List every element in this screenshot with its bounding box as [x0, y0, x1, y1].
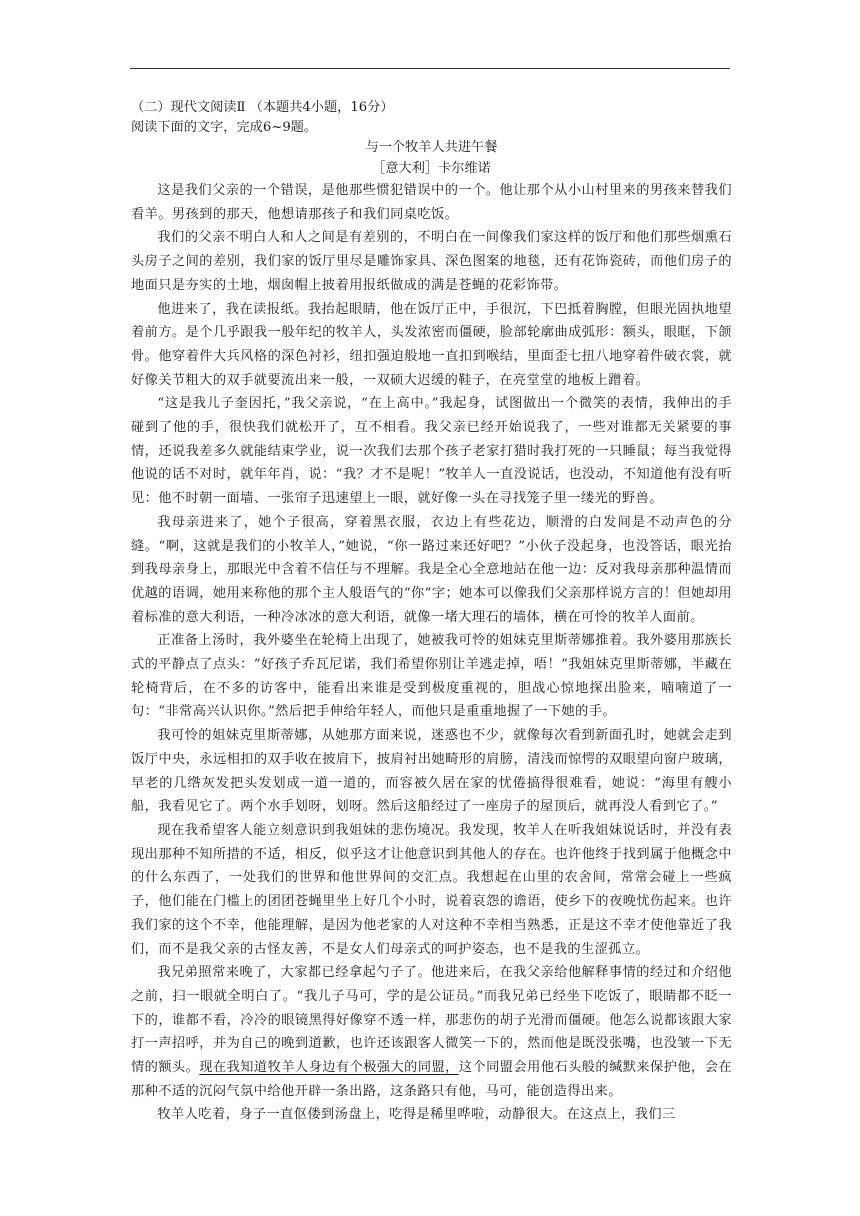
instruction-text: 阅读下面的文字，完成6~9题。 [131, 120, 318, 135]
paragraph-7: 我可怜的姐妹克里斯蒂娜，从她那方面来说，迷惑也不少，就像每次看到新面孔时，她就会走到饭厅中央，永远相扣的双手收在披肩下，披肩衬出她畸形的肩膀，清浅而惊愕的双眼望向窗户玻璃，早老的几绺灰发把头发划成一道一道的，而容被久居在家的忧倦搞得很难看，她说：“海里有艘小船，我看见它了。两个水手划呀，划呀。然后这船经过了一座房子的屋顶后，就再没人看到它了。” [131, 728, 732, 815]
paragraph-3: 他进来了，我在读报纸。我抬起眼睛，他在饭厅正中，手很沉，下巴抵着胸膛，但眼光固执地望着前方。是个几乎跟我一般年纪的牧羊人，头发浓密而僵硬，脸部轮廓曲成弧形：额头，眼眶，下颌骨。他穿着件大兵风格的深色衬衫，纽扣强迫般地一直扣到喉结，里面歪七扭八地穿着件破衣裳，就好像关节粗大的双手就要流出来一般，一双硕大迟缓的鞋子，在亮堂堂的地板上蹭着。 [131, 301, 732, 388]
paragraph-6: 正准备上汤时，我外婆坐在轮椅上出现了，她被我可怜的姐妹克里斯蒂娜推着。我外婆用那族长式的平静点了点头：“好孩子乔瓦尼诺，我们希望你别让羊逃走掉，唔！”我姐妹克里斯蒂娜，半藏在轮椅背后，在不多的访客中，能看出来谁是受到极度重视的，胆战心惊地探出脸来，喃喃道了一句：“非常高兴认识你。”然后把手伸给年轻人，而他只是重重地握了一下她的手。 [131, 633, 732, 720]
paragraph-9 [131, 961, 732, 1103]
paragraph-5: 我母亲进来了，她个子很高，穿着黑衣服，衣边上有些花边，顺滑的白发间是不动声色的分缝。“啊，这就是我们的小牧羊人，”她说，“你一路过来还好吧？”小伙子没起身，也没答话，眼光抬到我母亲身上，那眼光中含着不信任与不理解。我是全心全意地站在他一边：反对我母亲那种温情而优越的语调，她用来称他的那个主人般语气的“你”字；她本可以像我们父亲那样说方言的！但她却用着标准的意大利语，一种冷冰冰的意大利语，就像一堵大理石的墙体，横在可怜的牧羊人面前。 [131, 514, 732, 625]
paragraph-2: 我们的父亲不明白人和人之间是有差别的，不明白在一间像我们家这样的饭厅和他们那些烟熏石头房子之间的差别，我们家的饭厅里尽是雕饰家具、深色图案的地毯，还有花饰瓷砖，而他们房子的地面只是夯实的土地，烟囱帽上披着用报纸做成的满是苍蝇的花彩饰带。 [131, 230, 732, 293]
section-heading: （二）现代文阅读Ⅱ （本题共4小题，16分） [131, 100, 394, 115]
paragraph-9-text: 我兄弟照常来晚了，大家都已经拿起勺子了。他进来后，在我父亲给他解释事情的经过和介绍他之前，扫一眼就全明白了。“我儿子马可，学的是公证员。”而我兄弟已经坐下吃饭了，眼睛都不眨一下的，谁都不看，冷冷的眼镜黑得好像穿不透一样，那悲伤的胡子光滑而僵硬。他怎么说都该跟大家打一声招呼，并为自己的晚到道歉，也许还该跟客人微笑一下的，然而他是既没张嘴，也没皱一下无情的额头。 [131, 965, 732, 1076]
paragraph-4: “这是我儿子奎因托，”我父亲说，“在上高中。”我起身，试图做出一个微笑的表情，我伸出的手碰到了他的手，很快我们就松开了，互不相看。我父亲已经开始说我了，一些对谁都无关紧要的事情，还说我差多久就能结束学业，说一次我们去那个孩子老家打猎时我打死的一只睡鼠；每当我觉得他说的话不对时，就年年肖，说：“我？才不是呢！”牧羊人一直没说话，也没动，不知道他有没有听见：他不时朝一面墙、一张帘子迅速望上一眼，就好像一头在寻找笼子里一缕光的野兽。 [131, 396, 732, 507]
underlined-sentence: 现在我知道牧羊人身边有个极强大的同盟， [199, 1060, 459, 1076]
paragraph-8: 现在我希望客人能立刻意识到我姐妹的悲伤境况。我发现，牧羊人在听我姐妹说话时，并没有表现出那种不知所措的不适，相反，似乎这才让他意识到其他人的存在。也许他终于找到属于他概念中的什么东西了，一处我们的世界和他世界间的交汇点。我想起在山里的农舍间，常常会碰上一些疯子，他们能在门槛上的团团苍蝇里坐上好几个小时，说着哀怨的谵语，使乡下的夜晚忧伤起来。也许我们家的这个不幸，他能理解，是因为他老家的人对这种不幸相当熟悉，正是这不幸才使他靠近了我们，而不是我父亲的古怪友善，不是女人们母亲式的呵护姿态，也不是我的生涩孤立。 [131, 822, 732, 957]
top-rule [130, 68, 730, 69]
document-body [131, 98, 732, 1127]
article-text [131, 179, 732, 1127]
article-author: ［意大利］卡尔维诺 [372, 161, 491, 176]
article-title: 与一个牧羊人共进午餐 [365, 140, 498, 155]
paragraph-1: 这是我们父亲的一个错误，是他那些惯犯错误中的一个。他让那个从小山村里来的男孩来替我们看羊。男孩到的那天，他想请那孩子和我们同桌吃饭。 [131, 183, 732, 222]
paragraph-10: 牧羊人吃着，身子一直伛偻到汤盘上，吃得是稀里哗啦，动静很大。在这点上，我们三 [157, 1107, 676, 1123]
paragraph-9-continuation: 这个同盟会用他石头般的缄默来保护他，会在那种不适的沉闷气氛中给他开辟一条出路，这条路只有他，马可，能创造得出来。 [131, 1060, 732, 1099]
